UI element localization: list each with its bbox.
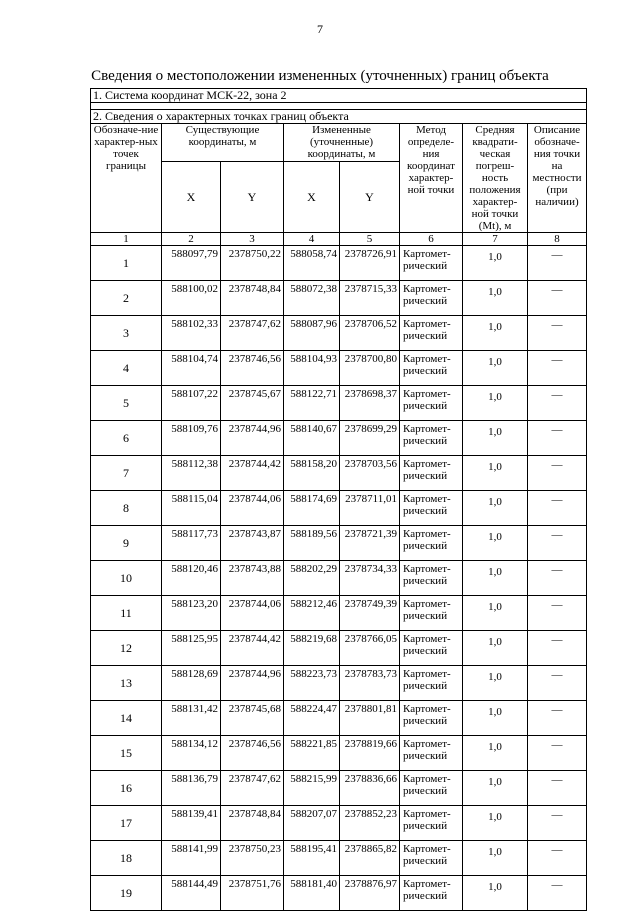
accuracy-cell: 1,0: [463, 491, 528, 526]
method-cell: Картомет-рический: [400, 666, 463, 701]
method-cell: Картомет-рический: [400, 631, 463, 666]
changed-x-cell: 588215,99: [284, 771, 340, 806]
table-row: [91, 386, 587, 421]
point-number-cell: 6: [91, 421, 162, 456]
table-row: [91, 876, 587, 911]
column-number: 5: [340, 233, 400, 246]
column-number: 1: [91, 233, 162, 246]
changed-x-cell: 588207,07: [284, 806, 340, 841]
description-cell: —: [528, 666, 587, 701]
point-number-cell: 7: [91, 456, 162, 491]
existing-y-cell: 2378750,22: [221, 246, 284, 281]
point-number-cell: 16: [91, 771, 162, 806]
point-number-cell: 11: [91, 596, 162, 631]
changed-y-cell: 2378703,56: [340, 456, 400, 491]
existing-y-cell: 2378744,96: [221, 421, 284, 456]
changed-x-cell: 588087,96: [284, 316, 340, 351]
table-row: [91, 841, 587, 876]
existing-x-cell: 588123,20: [162, 596, 221, 631]
table-row: [91, 351, 587, 386]
changed-y-cell: 2378801,81: [340, 701, 400, 736]
column-number: 2: [162, 233, 221, 246]
accuracy-cell: 1,0: [463, 281, 528, 316]
description-cell: —: [528, 316, 587, 351]
changed-y-cell: 2378876,97: [340, 876, 400, 911]
column-number: 3: [221, 233, 284, 246]
point-number-cell: 17: [91, 806, 162, 841]
description-cell: —: [528, 701, 587, 736]
point-number-cell: 4: [91, 351, 162, 386]
changed-x-cell: 588224,47: [284, 701, 340, 736]
method-cell: Картомет-рический: [400, 281, 463, 316]
method-cell: Картомет-рический: [400, 421, 463, 456]
method-cell: Картомет-рический: [400, 561, 463, 596]
changed-y-cell: 2378711,01: [340, 491, 400, 526]
changed-x-cell: 588174,69: [284, 491, 340, 526]
accuracy-cell: 1,0: [463, 876, 528, 911]
description-cell: —: [528, 631, 587, 666]
existing-y-cell: 2378743,87: [221, 526, 284, 561]
header-description: Описание обозначе-ния точки на местности (при наличии): [528, 124, 587, 233]
existing-x-cell: 588115,04: [162, 491, 221, 526]
accuracy-cell: 1,0: [463, 631, 528, 666]
description-cell: —: [528, 386, 587, 421]
method-cell: Картомет-рический: [400, 316, 463, 351]
existing-x-cell: 588109,76: [162, 421, 221, 456]
changed-x-cell: 588219,68: [284, 631, 340, 666]
document-title: Сведения о местоположении измененных (уточненных) границ объекта: [91, 68, 549, 84]
table-row: [91, 596, 587, 631]
point-number-cell: 1: [91, 246, 162, 281]
existing-y-cell: 2378750,23: [221, 841, 284, 876]
existing-y-cell: 2378748,84: [221, 806, 284, 841]
page-number: 7: [317, 22, 323, 36]
table-row: [91, 666, 587, 701]
method-cell: Картомет-рический: [400, 876, 463, 911]
changed-x-cell: 588223,73: [284, 666, 340, 701]
accuracy-cell: 1,0: [463, 351, 528, 386]
coordinates-table: [90, 88, 587, 911]
description-cell: —: [528, 491, 587, 526]
changed-y-cell: 2378715,33: [340, 281, 400, 316]
existing-y-cell: 2378748,84: [221, 281, 284, 316]
method-cell: Картомет-рический: [400, 456, 463, 491]
table-row: [91, 806, 587, 841]
existing-x-cell: 588100,02: [162, 281, 221, 316]
existing-x-cell: 588107,22: [162, 386, 221, 421]
existing-x-cell: 588120,46: [162, 561, 221, 596]
changed-y-cell: 2378726,91: [340, 246, 400, 281]
method-cell: Картомет-рический: [400, 246, 463, 281]
changed-y-cell: 2378699,29: [340, 421, 400, 456]
existing-y-cell: 2378744,42: [221, 631, 284, 666]
column-number: 8: [528, 233, 587, 246]
accuracy-cell: 1,0: [463, 561, 528, 596]
method-cell: Картомет-рический: [400, 491, 463, 526]
point-number-cell: 18: [91, 841, 162, 876]
changed-y-cell: 2378734,33: [340, 561, 400, 596]
existing-y-cell: 2378743,88: [221, 561, 284, 596]
description-cell: —: [528, 456, 587, 491]
header-accuracy: Средняя квадрати-ческая погреш-ность положения характер-ной точки (Mt), м: [463, 124, 528, 233]
spacer-row: [91, 103, 587, 110]
table-row: [91, 246, 587, 281]
coordinate-system-row: 1. Система координат МСК-22, зона 2: [91, 89, 587, 103]
changed-x-cell: 588181,40: [284, 876, 340, 911]
changed-y-cell: 2378783,73: [340, 666, 400, 701]
description-cell: —: [528, 246, 587, 281]
changed-x-cell: 588202,29: [284, 561, 340, 596]
table-row: [91, 771, 587, 806]
accuracy-cell: 1,0: [463, 526, 528, 561]
header-changed-x: X: [284, 162, 340, 233]
column-number: 7: [463, 233, 528, 246]
existing-x-cell: 588104,74: [162, 351, 221, 386]
changed-y-cell: 2378721,39: [340, 526, 400, 561]
existing-x-cell: 588112,38: [162, 456, 221, 491]
existing-x-cell: 588136,79: [162, 771, 221, 806]
point-number-cell: 19: [91, 876, 162, 911]
description-cell: —: [528, 526, 587, 561]
existing-y-cell: 2378744,06: [221, 491, 284, 526]
method-cell: Картомет-рический: [400, 806, 463, 841]
changed-x-cell: 588189,56: [284, 526, 340, 561]
changed-y-cell: 2378766,05: [340, 631, 400, 666]
method-cell: Картомет-рический: [400, 736, 463, 771]
existing-y-cell: 2378747,62: [221, 771, 284, 806]
changed-x-cell: 588104,93: [284, 351, 340, 386]
points-section-row: 2. Сведения о характерных точках границ объекта: [91, 110, 587, 124]
point-number-cell: 2: [91, 281, 162, 316]
point-number-cell: 5: [91, 386, 162, 421]
description-cell: —: [528, 806, 587, 841]
description-cell: —: [528, 421, 587, 456]
method-cell: Картомет-рический: [400, 386, 463, 421]
table-row: [91, 456, 587, 491]
description-cell: —: [528, 841, 587, 876]
method-cell: Картомет-рический: [400, 596, 463, 631]
point-number-cell: 14: [91, 701, 162, 736]
accuracy-cell: 1,0: [463, 666, 528, 701]
table-row: [91, 421, 587, 456]
changed-y-cell: 2378698,37: [340, 386, 400, 421]
accuracy-cell: 1,0: [463, 316, 528, 351]
changed-x-cell: 588158,20: [284, 456, 340, 491]
changed-x-cell: 588195,41: [284, 841, 340, 876]
accuracy-cell: 1,0: [463, 596, 528, 631]
changed-y-cell: 2378706,52: [340, 316, 400, 351]
accuracy-cell: 1,0: [463, 246, 528, 281]
table-row: [91, 561, 587, 596]
description-cell: —: [528, 876, 587, 911]
table-row: [91, 281, 587, 316]
table-row: [91, 736, 587, 771]
method-cell: Картомет-рический: [400, 701, 463, 736]
accuracy-cell: 1,0: [463, 421, 528, 456]
existing-x-cell: 588139,41: [162, 806, 221, 841]
table-row: [91, 631, 587, 666]
existing-y-cell: 2378746,56: [221, 736, 284, 771]
existing-x-cell: 588144,49: [162, 876, 221, 911]
header-method: Метод определе-ния координат характер-ной точки: [400, 124, 463, 233]
header-existing-x: X: [162, 162, 221, 233]
existing-x-cell: 588141,99: [162, 841, 221, 876]
changed-x-cell: 588072,38: [284, 281, 340, 316]
point-number-cell: 8: [91, 491, 162, 526]
existing-y-cell: 2378744,96: [221, 666, 284, 701]
table-row: [91, 491, 587, 526]
existing-x-cell: 588102,33: [162, 316, 221, 351]
accuracy-cell: 1,0: [463, 806, 528, 841]
column-numbers-row: [91, 233, 587, 246]
point-number-cell: 12: [91, 631, 162, 666]
existing-y-cell: 2378744,42: [221, 456, 284, 491]
existing-x-cell: 588125,95: [162, 631, 221, 666]
existing-x-cell: 588128,69: [162, 666, 221, 701]
point-number-cell: 15: [91, 736, 162, 771]
changed-y-cell: 2378700,80: [340, 351, 400, 386]
point-number-cell: 13: [91, 666, 162, 701]
point-number-cell: 3: [91, 316, 162, 351]
header-changed-y: Y: [340, 162, 400, 233]
method-cell: Картомет-рический: [400, 526, 463, 561]
changed-x-cell: 588058,74: [284, 246, 340, 281]
existing-x-cell: 588134,12: [162, 736, 221, 771]
changed-y-cell: 2378749,39: [340, 596, 400, 631]
table-row: [91, 316, 587, 351]
table-row: [91, 526, 587, 561]
description-cell: —: [528, 351, 587, 386]
accuracy-cell: 1,0: [463, 386, 528, 421]
method-cell: Картомет-рический: [400, 771, 463, 806]
changed-x-cell: 588140,67: [284, 421, 340, 456]
description-cell: —: [528, 771, 587, 806]
description-cell: —: [528, 561, 587, 596]
table-row: [91, 701, 587, 736]
method-cell: Картомет-рический: [400, 351, 463, 386]
accuracy-cell: 1,0: [463, 701, 528, 736]
changed-y-cell: 2378852,23: [340, 806, 400, 841]
changed-x-cell: 588221,85: [284, 736, 340, 771]
existing-y-cell: 2378751,76: [221, 876, 284, 911]
existing-x-cell: 588131,42: [162, 701, 221, 736]
changed-y-cell: 2378819,66: [340, 736, 400, 771]
accuracy-cell: 1,0: [463, 771, 528, 806]
changed-y-cell: 2378865,82: [340, 841, 400, 876]
point-number-cell: 9: [91, 526, 162, 561]
existing-x-cell: 588097,79: [162, 246, 221, 281]
accuracy-cell: 1,0: [463, 736, 528, 771]
existing-y-cell: 2378745,67: [221, 386, 284, 421]
column-number: 4: [284, 233, 340, 246]
description-cell: —: [528, 596, 587, 631]
existing-x-cell: 588117,73: [162, 526, 221, 561]
header-point-designation: Обозначе-ние характер-ных точек границы: [91, 124, 162, 233]
changed-x-cell: 588122,71: [284, 386, 340, 421]
method-cell: Картомет-рический: [400, 841, 463, 876]
accuracy-cell: 1,0: [463, 841, 528, 876]
header-changed-coordinates: Измененные (уточненные) координаты, м: [284, 124, 400, 162]
accuracy-cell: 1,0: [463, 456, 528, 491]
existing-y-cell: 2378745,68: [221, 701, 284, 736]
existing-y-cell: 2378746,56: [221, 351, 284, 386]
changed-y-cell: 2378836,66: [340, 771, 400, 806]
description-cell: —: [528, 736, 587, 771]
description-cell: —: [528, 281, 587, 316]
existing-y-cell: 2378744,06: [221, 596, 284, 631]
header-existing-coordinates: Существующие координаты, м: [162, 124, 284, 162]
header-existing-y: Y: [221, 162, 284, 233]
existing-y-cell: 2378747,62: [221, 316, 284, 351]
column-number: 6: [400, 233, 463, 246]
changed-x-cell: 588212,46: [284, 596, 340, 631]
point-number-cell: 10: [91, 561, 162, 596]
